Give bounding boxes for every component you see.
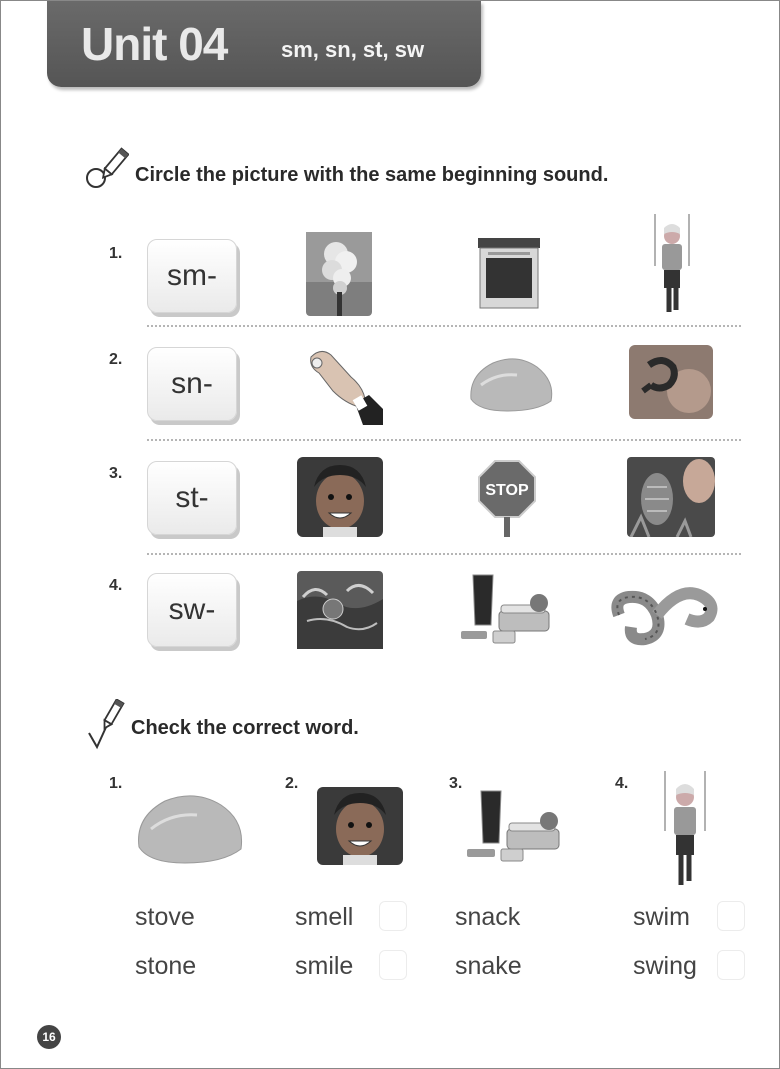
snake-picture[interactable] <box>609 575 721 647</box>
item-number: 2. <box>285 775 299 792</box>
smell-picture[interactable] <box>627 457 715 537</box>
item-number: 1. <box>109 775 123 792</box>
word-option: snake <box>455 952 522 980</box>
row-divider <box>147 325 741 327</box>
stone-picture[interactable] <box>467 355 555 413</box>
svg-text:STOP: STOP <box>485 482 529 499</box>
word-option: swing <box>633 952 697 980</box>
pencil-circle-icon <box>83 145 129 191</box>
check-box[interactable] <box>717 901 745 931</box>
smoke-picture[interactable] <box>306 232 372 316</box>
word-option: smile <box>295 952 354 980</box>
snake-picture[interactable] <box>629 345 713 419</box>
swing-picture <box>659 771 711 891</box>
stone-picture <box>135 791 245 865</box>
snack-picture[interactable] <box>459 571 555 647</box>
item-number: 3. <box>449 775 463 792</box>
item-number: 4. <box>615 775 629 792</box>
sound-tile-st: st- <box>147 461 237 535</box>
word-option: smell <box>295 903 354 931</box>
snack-picture <box>465 787 565 865</box>
stop-sign-picture[interactable] <box>477 459 537 537</box>
check-box[interactable] <box>379 901 407 931</box>
section1-instruction: Circle the picture with the same beginning sound. <box>135 164 609 186</box>
check-box[interactable] <box>717 950 745 980</box>
row-divider <box>147 553 741 555</box>
word-option: snack <box>455 903 521 931</box>
stove-picture[interactable] <box>476 234 542 310</box>
smile-picture <box>317 787 403 865</box>
word-option: swim <box>633 903 690 931</box>
sound-tile-sn: sn- <box>147 347 237 421</box>
row-number: 1. <box>109 245 123 262</box>
row-number: 2. <box>109 351 123 368</box>
section2-instruction: Check the correct word. <box>131 717 359 739</box>
smile-picture[interactable] <box>297 457 383 537</box>
row-number: 4. <box>109 577 123 594</box>
swing-picture[interactable] <box>649 214 695 318</box>
row-number: 3. <box>109 465 123 482</box>
swim-picture[interactable] <box>297 571 383 649</box>
check-box[interactable] <box>379 950 407 980</box>
row-divider <box>147 439 741 441</box>
sound-tile-sw: sw- <box>147 573 237 647</box>
page-number: 16 <box>37 1025 61 1049</box>
sound-tile-sm: sm- <box>147 239 237 313</box>
word-option: stove <box>135 903 195 931</box>
unit-sounds: sm, sn, st, sw <box>281 37 425 62</box>
word-option: stone <box>135 952 197 980</box>
pencil-check-icon <box>85 699 125 753</box>
unit-title: Unit 04 <box>81 18 228 70</box>
snap-picture[interactable] <box>303 347 387 427</box>
